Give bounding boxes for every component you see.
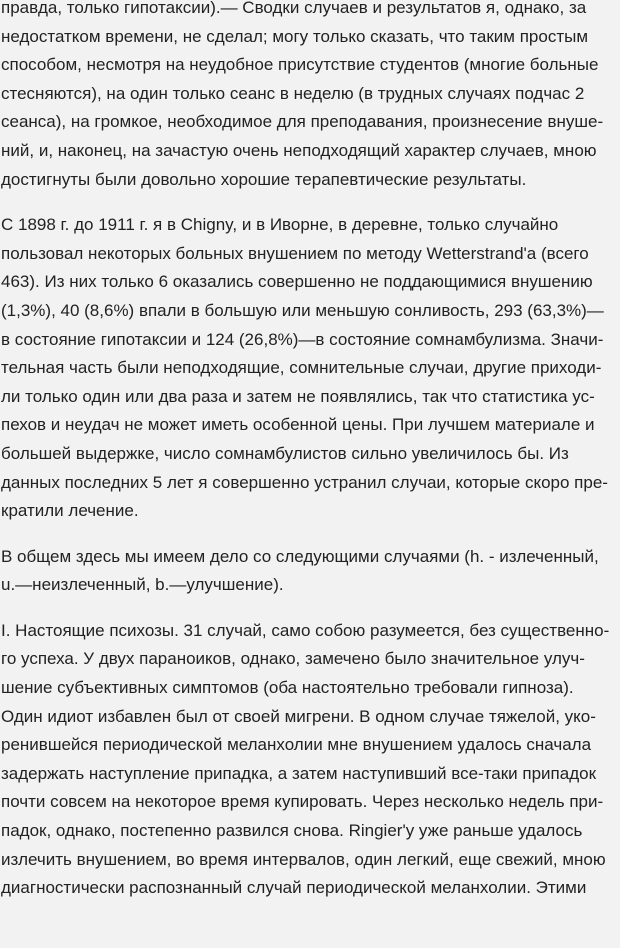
text-line: стесняются), на один только сеанс в неделю (в трудных случаях подчас 2 (1, 83, 585, 103)
text-line: в состояние гипотаксии и 124 (26,8%)—в состояние сомнамбулизма. Значи- (1, 329, 604, 349)
text-line: кратили лечение. (1, 501, 139, 521)
text-line: почти совсем на некоторое время купировать. Через несколько недель при- (1, 792, 604, 812)
text-line: го успеха. У двух параноиков, однако, замечено было значительное улуч- (1, 649, 585, 669)
paragraph (0, 617, 620, 903)
text-line: С 1898 г. до 1911 г. я в Chigny, и в Иворне, в деревне, только случайно (1, 215, 559, 235)
text-line: (1,3%), 40 (8,6%) впали в большую или меньшую сонливость, 293 (63,3%)— (1, 300, 604, 320)
text-line: недостатком времени, не сделал; могу только сказать, что таким простым (1, 26, 589, 46)
text-line: задержать наступление припадка, а затем наступивший все-таки припадок (1, 763, 597, 783)
text-line: 463). Из них только 6 оказались совершенно не поддающимися внушению (1, 272, 593, 292)
text-line: правда, только гипотаксии).— Сводки случаев и результатов я, однако, за (1, 0, 587, 17)
text-line: ли только один или два раза и затем не появлялись, так что статистика ус- (1, 386, 595, 406)
text-line: Один идиот избавлен был от своей мигрени. В одном случае тяжелой, уко- (1, 706, 596, 726)
text-line: пехов и неудач не может иметь особенной цены. При лучшем материале и (1, 415, 595, 435)
text-line: большей выдержке, число сомнамбулистов сильно увеличилось бы. Из (1, 443, 569, 463)
text-line: шение субъективных симптомов (оба настоятельно требовали гипноза). (1, 678, 574, 698)
paragraph (0, 0, 620, 194)
text-line: В общем здесь мы имеем дело со следующими случаями (h. - излеченный, (1, 546, 599, 566)
text-line: пользовал некоторых больных внушением по методу Wetterstrand'a (всего (1, 243, 589, 263)
text-line: данных последних 5 лет я совершенно устранил случаи, которые скоро пре- (1, 472, 608, 492)
text-line: способом, несмотря на неудобное присутствие студентов (многие больные (1, 55, 599, 75)
text-line: u.—неизлеченный, b.—улучшение). (1, 575, 284, 595)
text-line: сеанса), на громкое, необходимое для преподавания, произнесение внуше- (1, 112, 604, 132)
text-line: достигнуты были довольно хорошие терапевтические результаты. (1, 169, 527, 189)
text-line: ренившейся периодической меланхолии мне внушением удалось сначала (1, 735, 592, 755)
text-line: падок, однако, постепенно развился снова. Ringier'у уже раньше удалось (1, 821, 583, 841)
text-line: I. Настоящие психозы. 31 случай, само собою разумеется, без существенно- (1, 620, 610, 640)
text-line: ний, и, наконец, на зачастую очень неподходящий характер случаев, мною (1, 140, 597, 160)
text-line: излечить внушением, во время интервалов, один легкий, еще свежий, мною (1, 849, 606, 869)
paragraph (0, 543, 620, 600)
text-line: тельная часть были неподходящие, сомнительные случаи, другие приходи- (1, 358, 602, 378)
text-line: диагностически распознанный случай периодической меланхолии. Этими (1, 878, 587, 898)
paragraph (0, 211, 620, 526)
